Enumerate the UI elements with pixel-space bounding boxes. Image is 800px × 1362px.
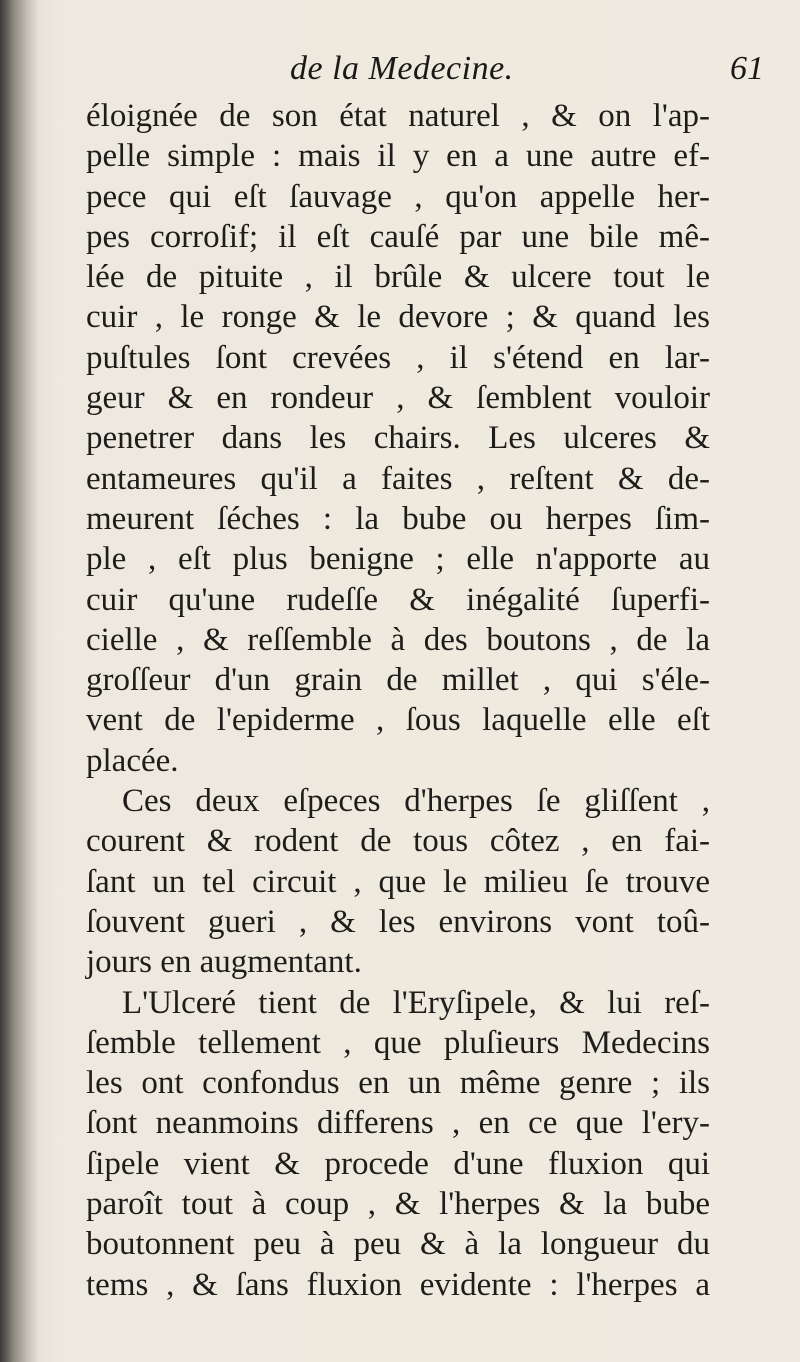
text-line: tems , & ſans fluxion evidente : l'herpes a — [86, 1266, 710, 1303]
text-line: cielle , & reſſemble à des boutons , de la — [86, 621, 710, 658]
text-line: ſipele vient & procede d'une fluxion qui — [86, 1145, 710, 1182]
body-text — [86, 96, 710, 1305]
text-line: penetrer dans les chairs. Les ulceres & — [86, 420, 710, 457]
text-line: meurent ſéches : la bube ou herpes ſim- — [86, 500, 710, 537]
text-line: pes corroſif; il eſt cauſé par une bile mê- — [86, 218, 710, 255]
text-line: puſtules ſont crevées , il s'étend en lar- — [86, 339, 710, 376]
page-number: 61 — [730, 50, 764, 87]
text-line: entameures qu'il a faites , reſtent & de- — [86, 460, 710, 497]
text-line: lée de pituite , il brûle & ulcere tout le — [86, 259, 710, 296]
page-header — [0, 44, 800, 94]
text-line: ſant un tel circuit , que le milieu ſe trouve — [86, 863, 710, 900]
running-title: de la Medecine. — [290, 50, 514, 87]
text-line: pelle simple : mais il y en a une autre ef- — [86, 138, 710, 175]
text-line: les ont confondus en un même genre ; ils — [86, 1065, 710, 1102]
text-line: courent & rodent de tous côtez , en fai- — [86, 823, 710, 860]
binding-gutter — [0, 0, 40, 1362]
text-line: ſouvent gueri , & les environs vont toû- — [86, 903, 710, 940]
text-line: paroît tout à coup , & l'herpes & la bube — [86, 1186, 710, 1223]
text-line: boutonnent peu à peu & à la longueur du — [86, 1226, 710, 1263]
text-line: L'Ulceré tient de l'Eryſipele, & lui reſ- — [122, 984, 710, 1021]
text-line: éloignée de son état naturel , & on l'ap- — [86, 98, 710, 134]
text-line: placée. — [86, 742, 179, 779]
text-line: ſont neanmoins differens , en ce que l'ery- — [86, 1105, 710, 1142]
text-line: Ces deux eſpeces d'herpes ſe gliſſent , — [122, 783, 710, 820]
text-line: cuir , le ronge & le devore ; & quand les — [86, 299, 710, 336]
text-line: groſſeur d'un grain de millet , qui s'éle- — [86, 662, 710, 699]
text-line: jours en augmentant. — [86, 944, 362, 981]
text-line: ple , eſt plus benigne ; elle n'apporte au — [86, 541, 710, 578]
text-line: vent de l'epiderme , ſous laquelle elle eſt — [86, 702, 710, 739]
text-line: geur & en rondeur , & ſemblent vouloir — [86, 380, 710, 417]
text-line: pece qui eſt ſauvage , qu'on appelle her- — [86, 178, 710, 215]
text-line: ſemble tellement , que pluſieurs Medecins — [86, 1024, 710, 1061]
text-line: cuir qu'une rudeſſe & inégalité ſuperfi- — [86, 581, 710, 618]
